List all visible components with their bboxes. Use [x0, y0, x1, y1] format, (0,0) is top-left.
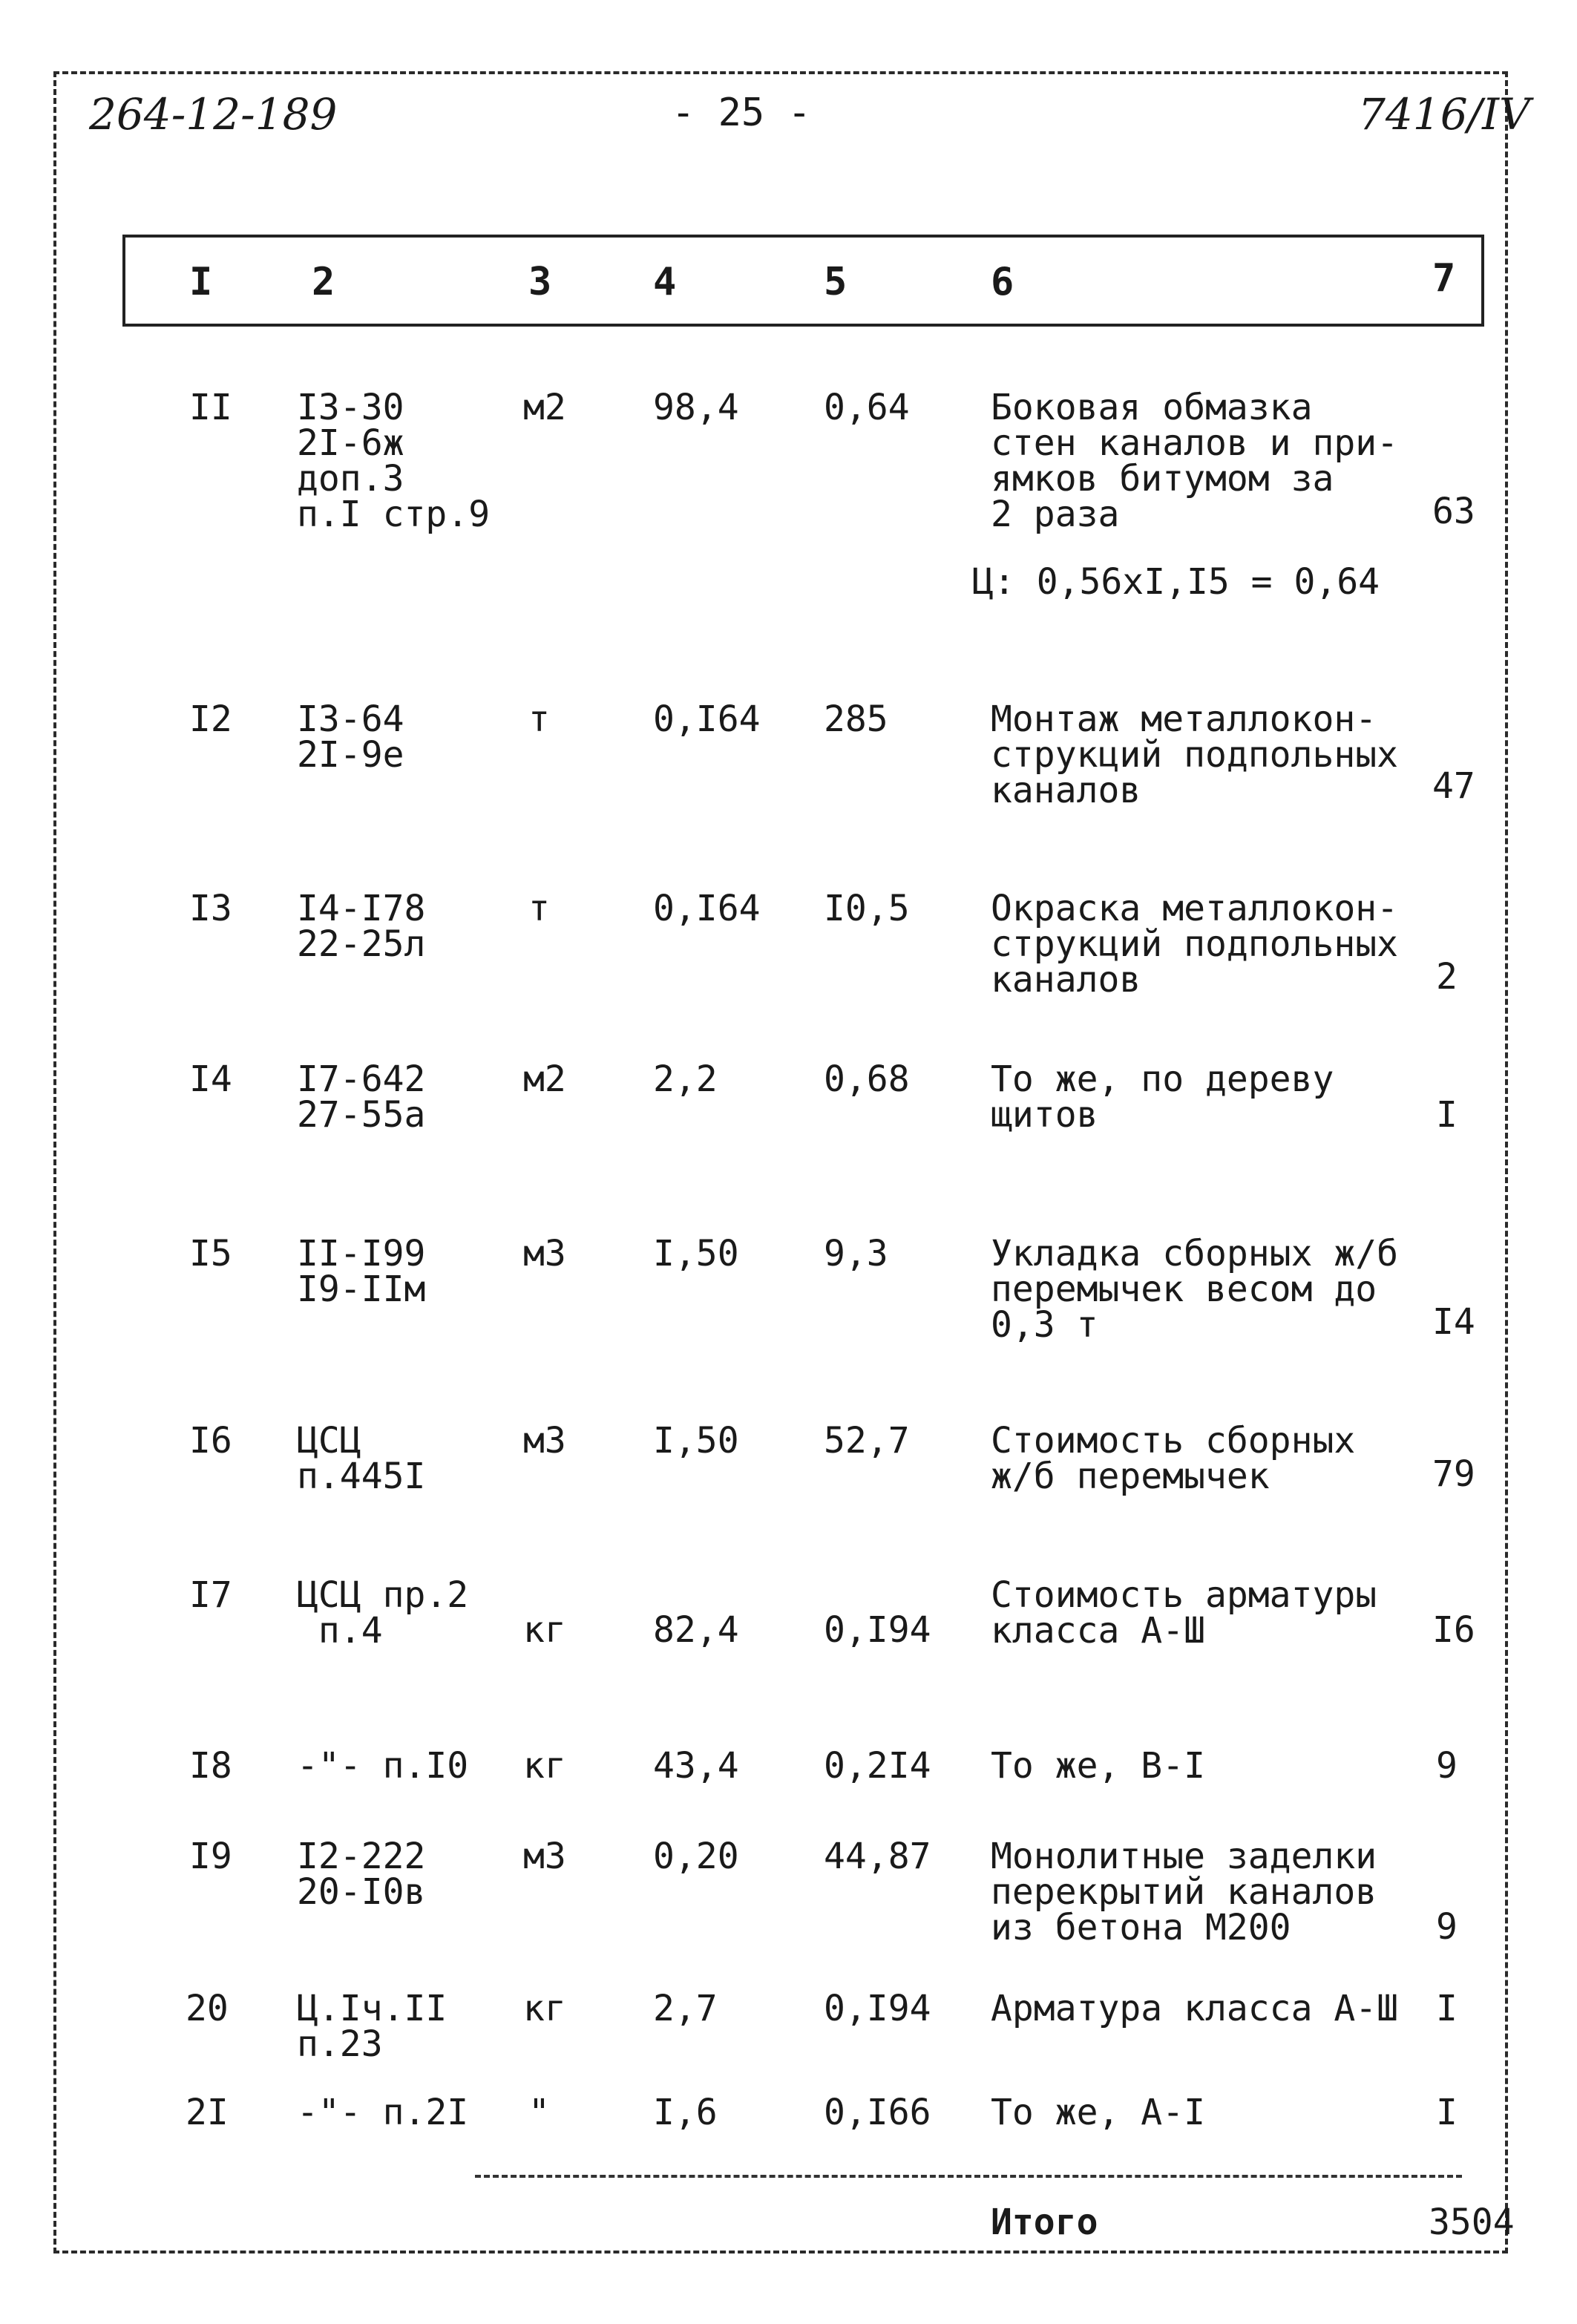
unit: м2: [523, 1058, 566, 1100]
quantity: 43,4: [653, 1745, 739, 1787]
row-number: I6: [189, 1420, 232, 1461]
unit: м3: [523, 1420, 566, 1461]
unit-price: 285: [824, 698, 888, 740]
page-number: - 25 -: [672, 91, 811, 135]
document-code-left: 264-12-189: [89, 89, 338, 140]
rate-code: I3-64 2I-9е: [297, 698, 404, 776]
row-number: I2: [189, 698, 232, 740]
unit: кг: [523, 1745, 566, 1787]
unit-price: 9,3: [824, 1233, 888, 1274]
unit-price: I0,5: [824, 888, 910, 929]
total-cost: 9: [1436, 1745, 1458, 1787]
rate-code: -"- п.2I: [297, 2092, 469, 2133]
total-value: 3504: [1429, 2202, 1515, 2243]
work-description: Монолитные заделки перекрытий каналов из бетона М200: [991, 1836, 1377, 1948]
total-separator-line: [475, 2175, 1462, 2178]
quantity: 0,20: [653, 1836, 739, 1877]
quantity: I,50: [653, 1420, 739, 1461]
quantity: 82,4: [653, 1609, 739, 1651]
total-cost: 9: [1436, 1906, 1458, 1948]
column-header-1: I: [189, 260, 213, 304]
quantity: 0,I64: [653, 888, 761, 929]
quantity: I,6: [653, 2092, 718, 2133]
rate-code: -"- п.I0: [297, 1745, 469, 1787]
row-number: I4: [189, 1058, 232, 1100]
unit-price: 0,68: [824, 1058, 910, 1100]
rate-code: I4-I78 22-25л: [297, 888, 426, 965]
work-description: То же, А-I: [991, 2092, 1205, 2133]
work-description: То же, В-I: [991, 1745, 1205, 1787]
total-cost: I: [1436, 1094, 1458, 1136]
total-cost: 79: [1432, 1453, 1475, 1495]
rate-code: I3-30 2I-6ж доп.3 п.I стр.9: [297, 387, 491, 535]
total-cost: I: [1436, 1988, 1458, 2029]
document-code-right: 7416/IV: [1358, 89, 1530, 140]
unit-price: 52,7: [824, 1420, 910, 1461]
column-header-6: 6: [991, 260, 1014, 304]
column-header-5: 5: [824, 260, 847, 304]
row-number: 2I: [186, 2092, 229, 2133]
quantity: 2,2: [653, 1058, 718, 1100]
column-header-7: 7: [1432, 256, 1456, 301]
unit-price: 0,2I4: [824, 1745, 931, 1787]
total-cost: I6: [1432, 1609, 1475, 1651]
unit: кг: [523, 1609, 566, 1651]
unit-price: 0,I94: [824, 1609, 931, 1651]
quantity: 0,I64: [653, 698, 761, 740]
row-number: I9: [189, 1836, 232, 1877]
column-header-3: 3: [528, 260, 552, 304]
work-description: Стоимость сборных ж/б перемычек: [991, 1420, 1356, 1497]
rate-code: I7-642 27-55а: [297, 1058, 426, 1136]
total-cost: 47: [1432, 765, 1475, 807]
unit: кг: [523, 1988, 566, 2029]
rate-code: I2-222 20-I0в: [297, 1836, 426, 1913]
unit: т: [528, 888, 550, 929]
row-number: I7: [189, 1574, 232, 1616]
total-cost: I4: [1432, 1301, 1475, 1343]
quantity: 2,7: [653, 1988, 718, 2029]
work-description: То же, по дереву щитов: [991, 1058, 1334, 1136]
work-description: Стоимость арматуры класса А-Ш: [991, 1574, 1377, 1652]
rate-code: Ц.Iч.II п.23: [297, 1988, 447, 2065]
rate-code: ЦСЦ п.445I: [297, 1420, 426, 1497]
unit-price: 0,64: [824, 387, 910, 428]
column-header-2: 2: [312, 260, 335, 304]
rate-code: ЦСЦ пр.2 п.4: [297, 1574, 469, 1652]
work-description: Монтаж металлокон- струкций подпольных каналов: [991, 698, 1399, 811]
row-number: II: [189, 387, 232, 428]
quantity: I,50: [653, 1233, 739, 1274]
work-description: Арматура класса А-Ш: [991, 1988, 1399, 2029]
total-cost: 63: [1432, 491, 1475, 532]
quantity: 98,4: [653, 387, 739, 428]
column-header-4: 4: [653, 260, 677, 304]
row-number: I8: [189, 1745, 232, 1787]
unit: т: [528, 698, 550, 740]
price-note: Ц: 0,56xI,I5 = 0,64: [972, 561, 1380, 603]
unit: м3: [523, 1233, 566, 1274]
total-cost: I: [1436, 2092, 1458, 2133]
rate-code: II-I99 I9-IIм: [297, 1233, 426, 1310]
unit-price: 0,I66: [824, 2092, 931, 2133]
row-number: I5: [189, 1233, 232, 1274]
unit-price: 0,I94: [824, 1988, 931, 2029]
work-description: Укладка сборных ж/б перемычек весом до 0,3 т: [991, 1233, 1399, 1346]
total-label: Итого: [991, 2202, 1098, 2243]
row-number: 20: [186, 1988, 229, 2029]
row-number: I3: [189, 888, 232, 929]
work-description: Окраска металлокон- струкций подпольных каналов: [991, 888, 1399, 1001]
unit-price: 44,87: [824, 1836, 931, 1877]
unit: м2: [523, 387, 566, 428]
work-description: Боковая обмазка стен каналов и при- ямков битумом за 2 раза: [991, 387, 1399, 535]
unit: ": [528, 2092, 550, 2133]
total-cost: 2: [1436, 956, 1458, 998]
unit: м3: [523, 1836, 566, 1877]
